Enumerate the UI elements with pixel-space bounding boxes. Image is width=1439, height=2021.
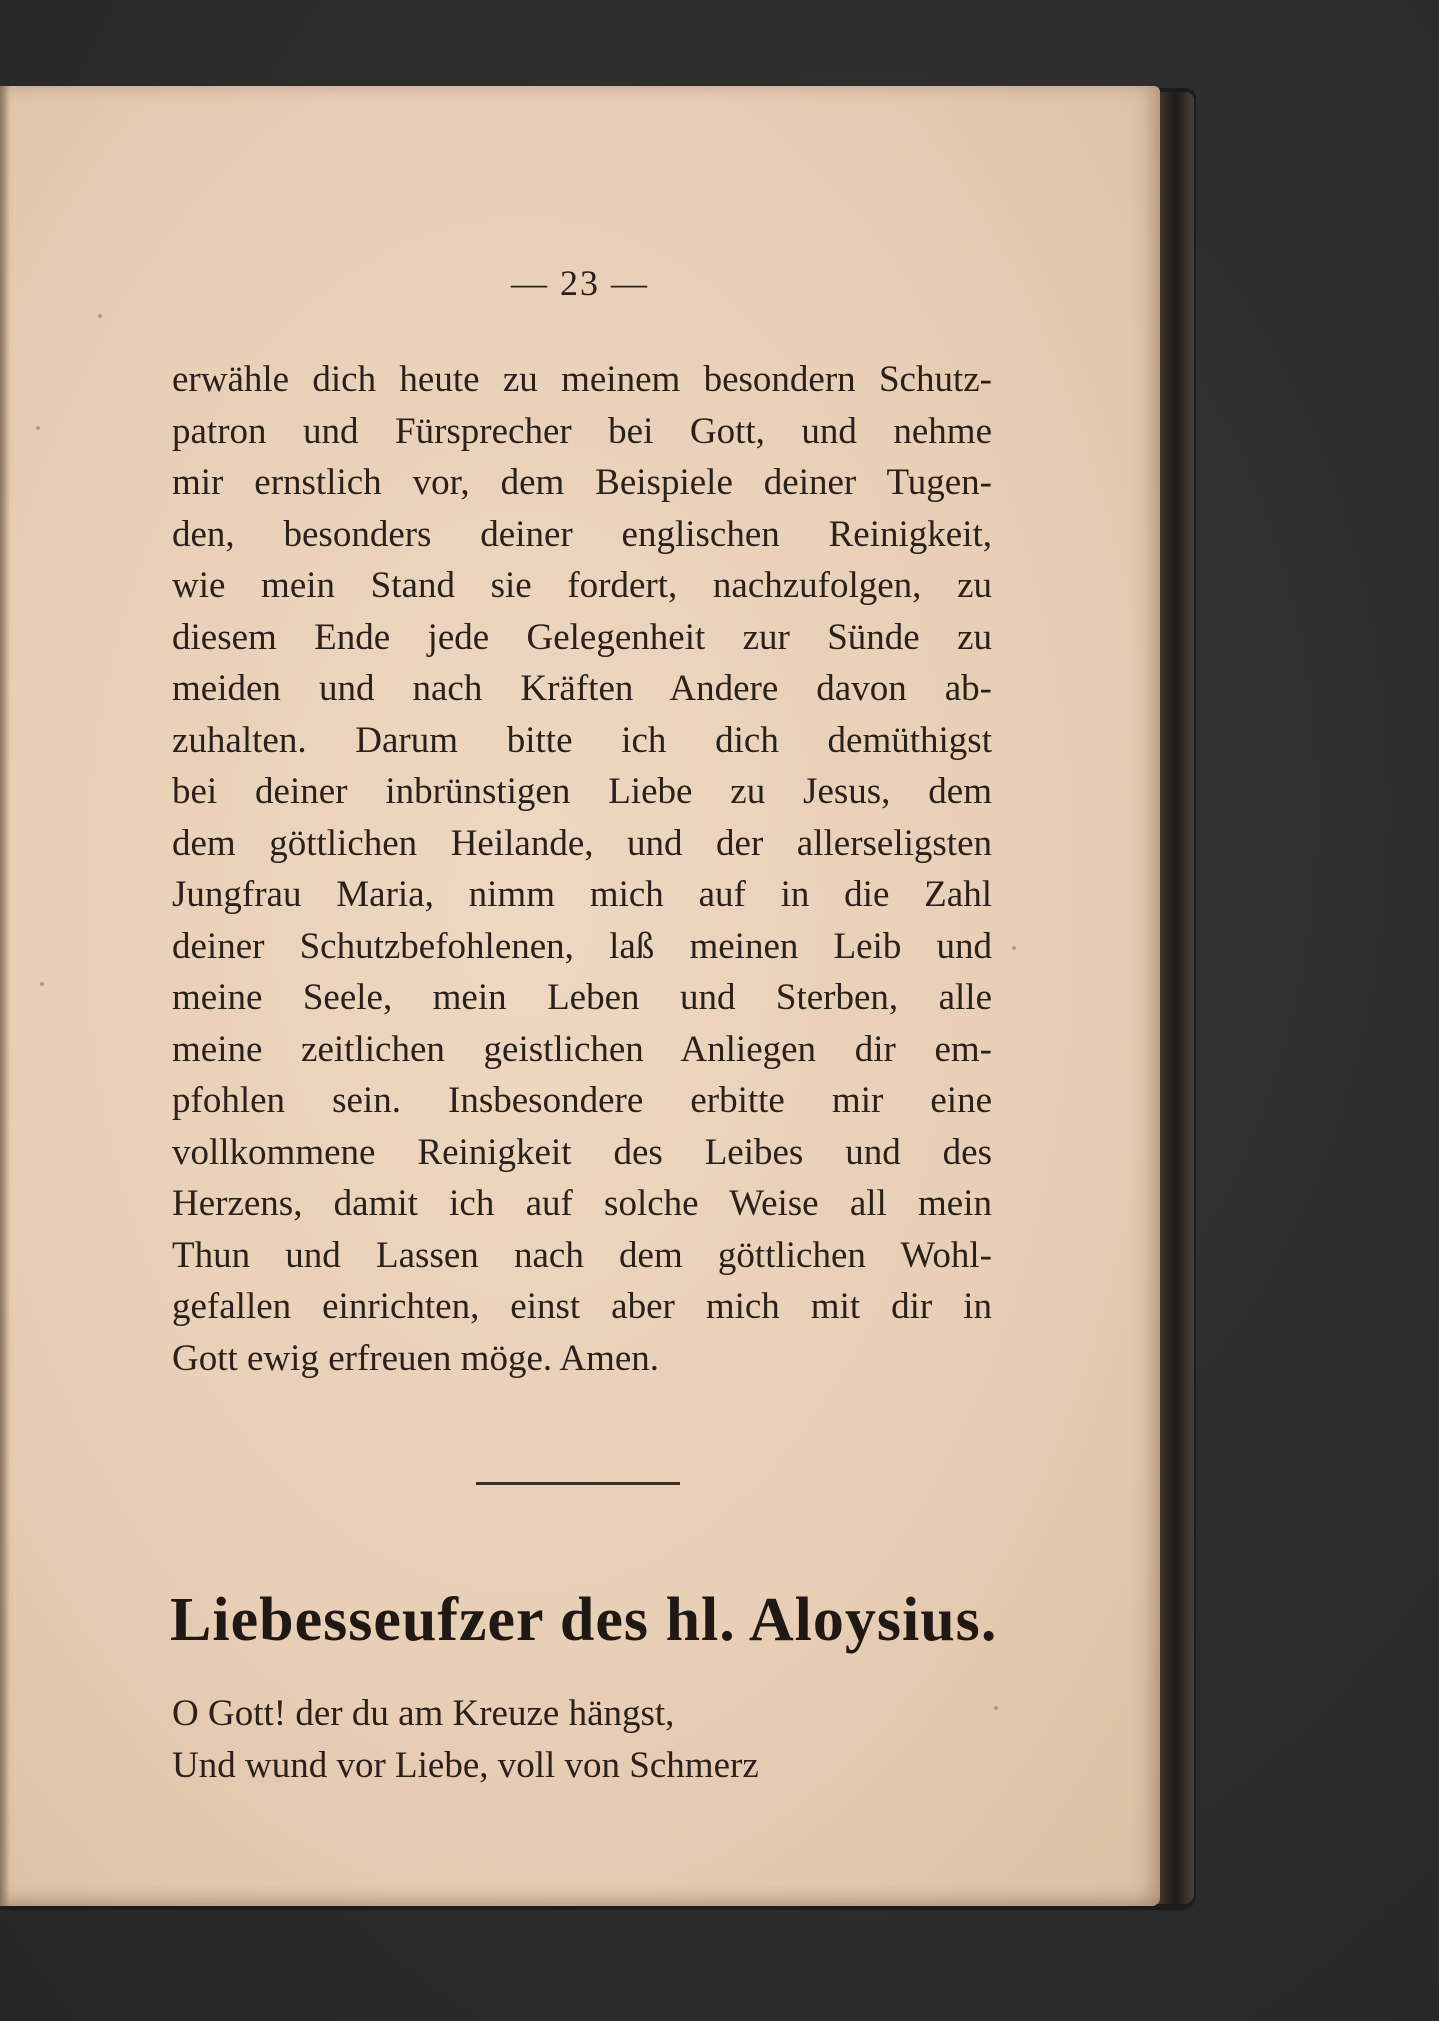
text-line: meine zeitlichen geistlichen Anliegen dir em- [172, 1028, 992, 1070]
text-line: mir ernstlich vor, dem Beispiele deiner Tugen- [172, 462, 992, 503]
text-line: Gott ewig erfreuen möge. Amen. [172, 1337, 660, 1379]
verse-line: O Gott! der du am Kreuze hängst, [172, 1693, 675, 1734]
text-line: vollkommene Reinigkeit des Leibes und des [172, 1131, 992, 1173]
text-line: diesem Ende jede Gelegenheit zur Sünde zu [172, 616, 992, 658]
text-line: dem göttlichen Heilande, und der allerseligsten [172, 822, 992, 864]
text-line: patron und Fürsprecher bei Gott, und nehme [172, 410, 992, 452]
text-line: Herzens, damit ich auf solche Weise all mein [172, 1183, 992, 1224]
text-line: wie mein Stand sie fordert, nachzufolgen, zu [172, 565, 992, 606]
paper-speck [98, 314, 102, 318]
section-heading: Liebesseufzer des hl. Aloysius. [170, 1586, 998, 1654]
verse-line: Und wund vor Liebe, voll von Schmerz [172, 1745, 759, 1786]
text-line: Jungfrau Maria, nimm mich auf in die Zahl [172, 874, 992, 915]
verse [172, 1688, 932, 1792]
text-line: bei deiner inbrünstigen Liebe zu Jesus, dem [172, 771, 992, 812]
page-left-edge [0, 86, 10, 1906]
paper-speck [40, 982, 44, 986]
text-line: gefallen einrichten, einst aber mich mit dir in [172, 1286, 992, 1327]
text-line: erwähle dich heute zu meinem besondern Schutz- [172, 359, 992, 400]
page-number: — 23 — [511, 263, 649, 303]
paper-speck [994, 1706, 998, 1710]
paper-speck [36, 426, 40, 430]
text-line: den, besonders deiner englischen Reinigkeit, [172, 513, 992, 555]
text-line: pfohlen sein. Insbesondere erbitte mir eine [172, 1080, 992, 1121]
text-line: deiner Schutzbefohlenen, laß meinen Leib und [172, 925, 992, 967]
paper-speck [1012, 946, 1016, 950]
text-line: Thun und Lassen nach dem göttlichen Wohl- [172, 1234, 992, 1276]
text-line: meine Seele, mein Leben und Sterben, alle [172, 977, 992, 1018]
text-line: zuhalten. Darum bitte ich dich demüthigst [172, 719, 992, 761]
text-line: meiden und nach Kräften Andere davon ab- [172, 668, 992, 709]
section-divider [476, 1482, 680, 1485]
prayer-paragraph [172, 354, 992, 1384]
